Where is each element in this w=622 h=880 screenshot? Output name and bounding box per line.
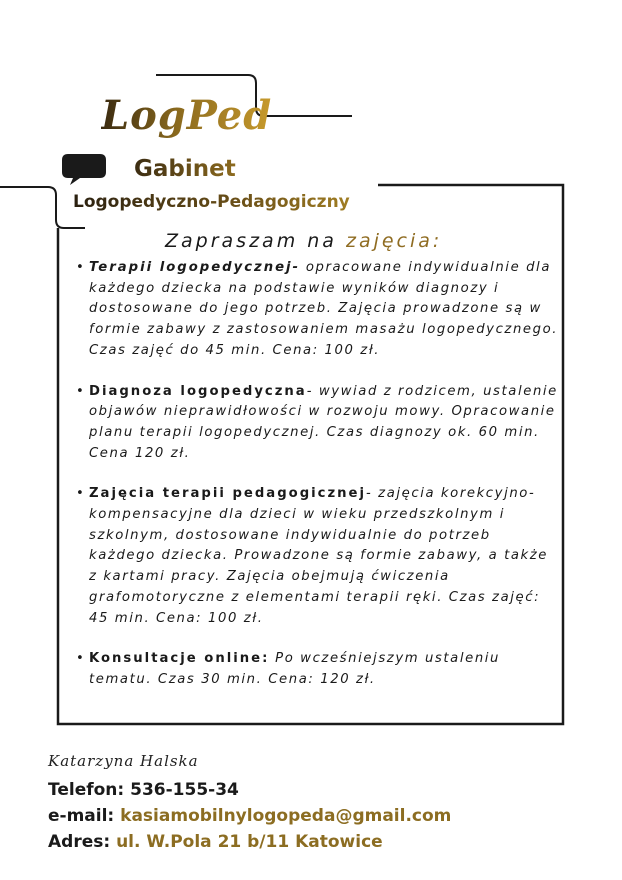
bullet-icon: • — [76, 651, 86, 667]
list-item — [76, 484, 562, 629]
email-label: e-mail: — [48, 806, 121, 826]
list-item — [76, 258, 562, 362]
phone-line — [48, 780, 239, 800]
heading-prefix: Zapraszam na — [165, 230, 346, 252]
bullet-icon: • — [76, 260, 86, 275]
item-text: - zajęcia korekcyjno-kompensacyjne dla dzieci w wieku przedszkolnym i szkolnym, dostosowane indywidualnie do potrzeb każdego dziecka. Prowadzone są formie zabawy, a także z kartami pracy. Zajęcia obejmują ćwiczenia grafomotoryczne z elementami terapii ręki. Czas zajęć: 45 min. Cena: 100 zł. — [89, 486, 549, 626]
signature: Katarzyna Halska — [48, 752, 199, 770]
list-item — [76, 382, 562, 465]
address-line — [48, 832, 383, 852]
page-subtitle: Logopedyczno-Pedagogiczny — [73, 192, 350, 212]
heading-highlight: zajęcia: — [345, 230, 443, 252]
address-label: Adres: — [48, 832, 117, 852]
bullet-icon: • — [76, 383, 86, 399]
item-title: Diagnoza logopedyczna — [89, 383, 307, 399]
email-link[interactable]: kasiamobilnylogopeda@gmail.com — [120, 806, 452, 826]
bullet-icon: • — [76, 486, 86, 502]
services-list — [76, 258, 562, 711]
email-line — [48, 806, 451, 826]
logo: LogPed — [101, 92, 273, 139]
item-text: opracowane indywidualnie dla każdego dziecka na podstawie wyników diagnozy i dostosowane do jego potrzeb. Zajęcia prowadzone są w formie zabawy z zastosowaniem masażu logopedycznego. Czas zajęć do 45 min. Cena: 100 zł. — [89, 260, 559, 358]
item-title: Konsultacje online: — [89, 651, 270, 667]
item-text: - wywiad z rodzicem, ustalenie objawów nieprawidłowości w rozwoju mowy. Opracowanie planu terapii logopedycznej. Czas diagnozy ok. 60 min. Cena 120 zł. — [89, 383, 558, 461]
item-title: Zajęcia terapii pedagogicznej — [89, 486, 367, 502]
section-heading — [165, 230, 442, 252]
speech-bubble-icon — [62, 152, 106, 186]
item-text: Po wcześniejszym ustaleniu tematu. Czas 30 min. Cena: 120 zł. — [89, 651, 500, 687]
address-value: ul. W.Pola 21 b/11 Katowice — [116, 832, 383, 852]
phone-label: Telefon: — [48, 780, 131, 800]
item-title: Terapii logopedycznej- — [89, 260, 301, 275]
phone-number[interactable]: 536-155-34 — [130, 780, 239, 800]
list-item — [76, 649, 562, 690]
page-title: Gabinet — [134, 156, 236, 182]
